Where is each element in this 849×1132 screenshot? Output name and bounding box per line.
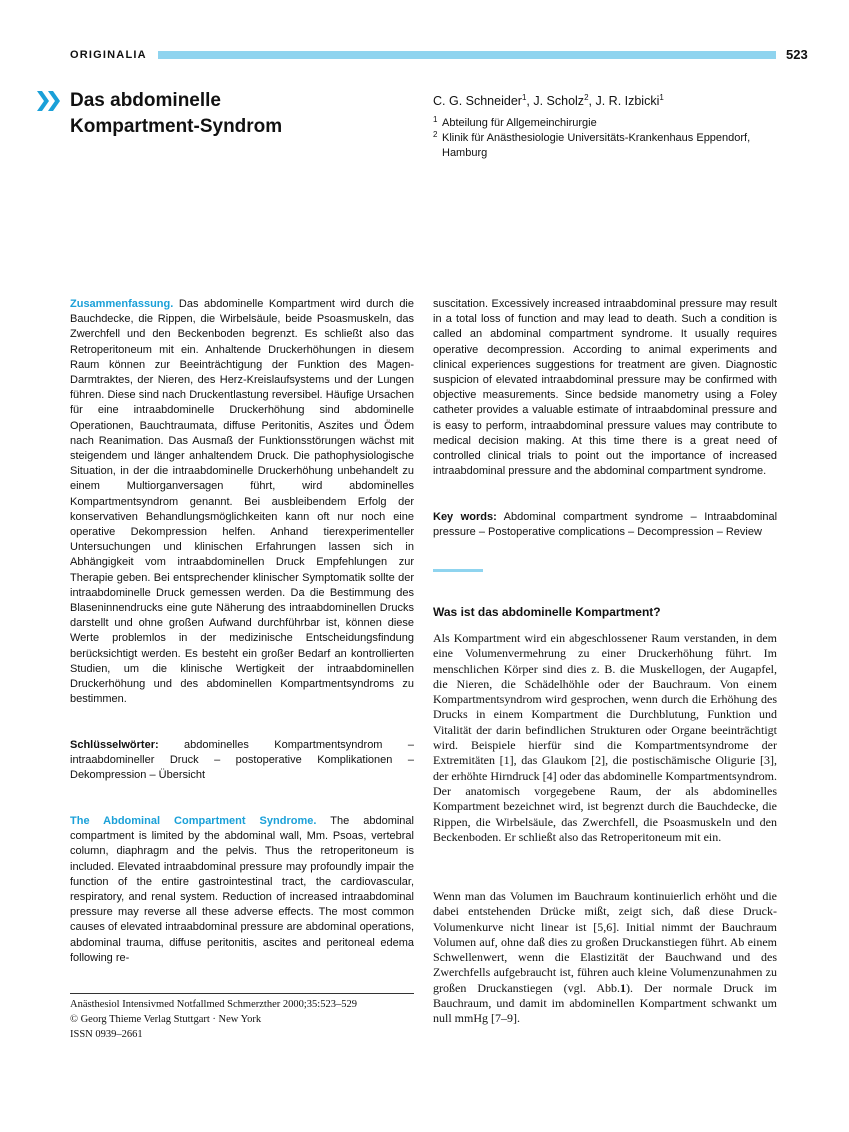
- abstract-de-lead: Zusammenfassung.: [70, 298, 174, 310]
- body-text: [433, 889, 777, 1027]
- author-affil: 2: [584, 92, 589, 102]
- affiliation-item: [433, 116, 793, 131]
- author-list: [433, 93, 664, 110]
- body-text-part: ). Der normale Druck im Bauchraum, und damit im abdominellen Kompartment schwankt um null mmHg [7–9].: [433, 980, 777, 1026]
- footer-issn: ISSN 0939–2661: [70, 1029, 143, 1040]
- title-line-1: Das abdominelle: [70, 90, 221, 111]
- author-affil: 1: [521, 92, 527, 102]
- figure-reference: 1: [620, 980, 626, 995]
- article-title: [70, 88, 400, 140]
- abstract-en-continued: suscitation. Excessively increased intraabdominal pressure may result in a total loss of function and may lead to death. Such a condition is called an abdominal compartment syndrome. It usually requires operative decompression. According to animal experiments and clinical experiences suggestions for treatment are given. Diagnostic suspicion of elevated intraabdominal pressure may be confirmed with objective measurements. Since bedside manometry using a Foley catheter provides a valuable estimate of intraabdominal pressure and is easy to perform, intraabdominal pressure values may contribute to medical decision making. At this time there is a great need of controlled clinical trials to point out the importance of increased intraabdominal pressure and the abdominal compartment syndrome.: [433, 298, 777, 478]
- author-sep: ,: [588, 94, 596, 108]
- keywords-de-label: Schlüsselwörter:: [70, 739, 159, 751]
- abstract-english-part2: [433, 297, 777, 479]
- affiliation-number: 1: [433, 115, 438, 124]
- abstract-de-text: Das abdominelle Kompartment wird durch die Bauchdecke, die Rippen, die Wirbelsäule, beide Psoasmuskeln, das Zwerchfell und den Beckenboden begrenzt. Es schließt also das Retroperitoneum mit ein. Anhaltende Druckerhöhungen in diesem Raum können zur Beeinträchtigung der Funktion des Magen-Darmtraktes, der Nieren, des Herz-Kreislaufsystems und der Lungen führen. Diese sind nach Druckentlastung reversibel. Häufige Ursachen für eine intraabdominelle Druckerhöhung sind abdominelle Operationen, Bauchtraumata, diffuse Peritonitis, Aszites und Ödem nach Reanimation. Das Ausmaß der Funktionsstörungen wächst mit steigendem und länger anhaltendem Druck. Die pathophysiologische Situation, in der die intraabdominelle Druckerhöhung unbehandelt zu einem Multiorganversagen führt, wird abdominelles Kompartmentsyndrom genannt. Bei ausbleibendem Erfolg der konservativen Behandlungsmöglichkeiten kann oft nur noch eine operative Dekompression helfen. Anhand tierexperimenteller Untersuchungen und klinischen Erfahrungen lassen sich in Abhängigkeit vom intraabdominellen Druck Empfehlungen zur Therapie geben. Bei entsprechender klinischer Symptomatik sollte der intraabdominelle Druck gemessen werden. Da die Bestimmung des Blaseninnendrucks eine gute Näherung des intraabdominellen Drucks darstellt und ohne großen Aufwand durchführbar ist, können diese Werte problemlos in der medizinische Entscheidungsfindung berücksichtigt werden. Es besteht ein großer Bedarf an kontrollierten Studien, um die klinische Wertigkeit der intraabdominellen Druckerhöhung und des abdominellen Kompartmentsyndroms zu bestimmen.: [70, 298, 414, 706]
- title-line-2: Kompartment-Syndrom: [70, 116, 283, 137]
- author-sep: ,: [526, 94, 534, 108]
- abstract-en-paragraph: [70, 814, 414, 966]
- affiliation-text: Abteilung für Allgemeinchirurgie: [442, 117, 597, 129]
- keywords-en-text: Abdominal compartment syndrome – Intraabdominal pressure – Postoperative complications – Decompression – Review: [433, 511, 778, 539]
- body-text-part: Wenn man das Volumen im Bauchraum kontinuierlich erhöht und die dabei entstehenden Drücke mißt, zeigt sich, daß diese Druck-Volumenkurve nicht linear ist [5,6]. Initial nimmt der Bauchraum Volumen auf, ohne daß dies zu großen Druckanstiegen führt. Ab einem Schwellenwert, wenn die Elastizität der Bauchwand und des Zwerchfells aufgebraucht ist, führen auch kleine Volumenzunahmen zu großen Druckanstiegen (vgl. Abb.: [433, 889, 777, 995]
- affiliation-text: Klinik für Anästhesiologie Universitäts-Krankenhaus Eppendorf, Hamburg: [442, 132, 751, 159]
- page-number: 523: [786, 47, 808, 62]
- keywords-de-paragraph: [70, 738, 414, 784]
- keywords-en-paragraph: [433, 510, 777, 540]
- body-text: Als Kompartment wird ein abgeschlossener Raum verstanden, in dem eine Volumenvermehrung zu einer Druckerhöhung führt. Im menschlichen Körper sind dies z. B. die Muskellogen, der Augapfel, die Nieren, die Schädelhöhle oder der Bauchraum. Von einem Kompartmentsyndrom wird gesprochen, wenn durch die Erhöhung des Drucks in einem Kompartment die Durchblutung, Funktion und Vitalität der darin befindlichen Strukturen oder Organe beeinträchtigt wird. Beispiele hierfür sind die Kompartmentsyndrome der Extremitäten [1], das Glaukom [2], die postischämische Oligurie [3], der erhöhte Hirndruck [4] oder das abdominelle Kompartmentsyndrom. Der anatomisch vorgegebene Raum, der als abdominelles Kompartment bezeichnet wird, ist begrenzt durch die Bauchdecke, die Rippen, die Wirbelsäule, das Zwerchfell, die Psoasmuskeln und den Beckenboden. Er schließt also das Retroperitoneum mit ein.: [433, 631, 777, 844]
- keywords-en-label: Key words:: [433, 511, 497, 523]
- abstract-german: [70, 297, 414, 707]
- abstract-en-lead: The Abdominal Compartment Syndrome.: [70, 815, 317, 827]
- keywords-de-text: abdominelles Kompartmentsyndrom – intraabdomineller Druck – postoperative Komplikationen – Dekompression – Übersicht: [70, 739, 414, 782]
- author-name: C. G. Schneider: [433, 94, 522, 108]
- section-heading: Was ist das abdominelle Kompartment?: [433, 605, 661, 619]
- footer-publisher: © Georg Thieme Verlag Stuttgart · New York: [70, 1014, 262, 1025]
- section-divider: [433, 569, 483, 572]
- body-paragraph-2: [433, 889, 777, 1027]
- affiliation-item: [433, 131, 793, 161]
- section-label: ORIGINALIA: [70, 49, 147, 61]
- header-rule: [158, 51, 776, 59]
- author-affil: 1: [659, 92, 664, 102]
- keywords-german: [70, 738, 414, 784]
- abstract-en-text: The abdominal compartment is limited by the abdominal wall, Mm. Psoas, vertebral column, diaphragm and the pelvis. Thus the retroperitoneum is included. Elevated intraabdominal pressure may profoundly impair the function of the entire gastrointestinal tract, the cardiovascular, respiratory, and renal system. Reduction of increased intraabdominal pressure may reverse all these adverse effects. The most common causes of elevated intraabdominal pressure are abdominal operations, abdominal trauma, diffuse peritonitis, ascites and peritoneal edema following re-: [70, 815, 414, 964]
- affiliations: [433, 116, 793, 161]
- footer-rule: [70, 993, 414, 994]
- keywords-english: [433, 510, 777, 540]
- journal-footer: [70, 997, 357, 1042]
- affiliation-number: 2: [433, 130, 438, 139]
- abstract-english-part1: [70, 814, 414, 966]
- body-paragraph-1: [433, 631, 777, 845]
- abstract-de-paragraph: [70, 297, 414, 707]
- chevron-right-icon: [36, 90, 62, 112]
- author-name: J. Scholz: [533, 94, 585, 108]
- footer-citation: Anästhesiol Intensivmed Notfallmed Schmerzther 2000;35:523–529: [70, 999, 357, 1010]
- author-name: J. R. Izbicki: [595, 94, 660, 108]
